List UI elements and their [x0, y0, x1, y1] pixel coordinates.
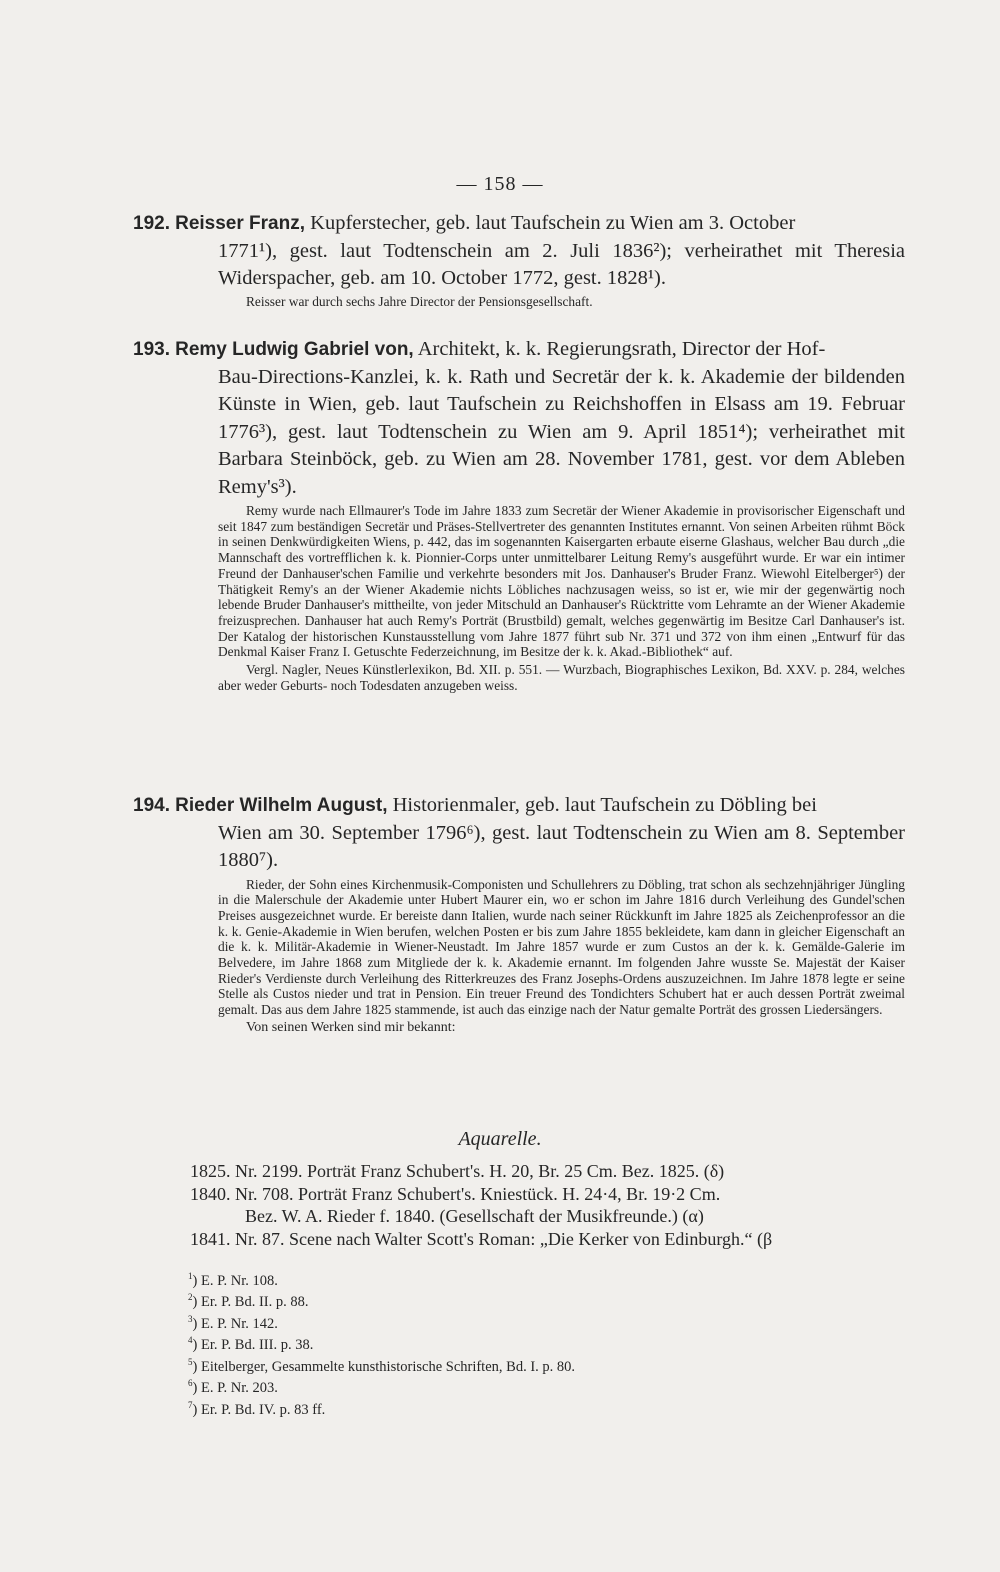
- entry-name: Rieder Wilhelm August,: [175, 795, 388, 816]
- footnote: $^2$) Er. P. Bd. II. p. 88.: [188, 1292, 309, 1311]
- entry-194: [133, 792, 905, 1036]
- entry-194-note: [133, 877, 905, 1036]
- aquarelle-row: 1841. Nr. 87. Scene nach Walter Scott's Roman: „Die Kerker von Edinburgh.“ (β: [190, 1228, 773, 1249]
- entry-number: 194.: [133, 795, 170, 816]
- entry-note-references: Vergl. Nagler, Neues Künstlerlexikon, Bd. XII. p. 551. — Wurzbach, Biographisches Lexikon, Bd. XXV. p. 284, welches aber weder Geburts- noch Todesdaten anzugeben weiss.: [218, 662, 905, 693]
- footnote-text: E. P. Nr. 142.: [200, 1315, 278, 1332]
- entry-note: Remy wurde nach Ellmaurer's Tode im Jahre 1833 zum Secretär der Wiener Akademie in provisorischer Eigenschaft und seit 1847 zum beständigen Secretär und Präses-Stellvertreter des genannten Institutes ernannt. Von seinen Arbeiten rühmt Böck in seinen Denkwürdigkeiten Wiens, p. 442, das im sogenannten Kaisergarten erbaute eiserne Glashaus, welcher Bau durch „die Mannschaft des vortrefflichen k. k. Pionnier-Corps unter unmittelbarer Leitung Remy's ausgeführt wurde. Er war ein intimer Freund der Danhauser'schen Familie und verkehrte besonders mit Jos. Danhauser's Bruder Franz. Wiewohl Eitelberger⁵) der Thätigkeit Remy's an der Wiener Akademie nichts Löbliches nachzusagen weiss, so ist er, wie mir der gegenwärtig noch lebende Bruder Danhauser's mittheilte, von jeder Mitschuld an Danhauser's Rücktritte vom Lehramte an der Wiener Akademie freizusprechen. Danhauser hat auch Remy's Porträt (Brustbild) gemalt, welches gegenwärtig im Besitze Carl Danhauser's ist. Der Katalog der historischen Kunstausstellung vom Jahre 1877 führt sub Nr. 371 und 372 von ihm einen „Entwurf für das Denkmal Kaiser Franz I. Getuschte Federzeichnung, im Besitze der k. k. Akad.-Bibliothek“ auf.: [218, 503, 905, 660]
- footnote-text: E. P. Nr. 108.: [200, 1272, 278, 1289]
- footnote-mark: 5: [188, 1356, 193, 1367]
- footnotes: [188, 1268, 788, 1418]
- entry-193-note: [133, 503, 905, 693]
- aquarelle-list: [190, 1160, 905, 1250]
- entry-text-first-line: Architekt, k. k. Regierungsrath, Director der Hof-: [413, 338, 826, 360]
- entry-text-body: Wien am 30. September 1796⁶), gest. laut Todtenschein zu Wien am 8. September 1880⁷).: [218, 821, 905, 871]
- aquarelle-row: 1840. Nr. 708. Porträt Franz Schubert's. Kniestück. H. 24·4, Br. 19·2 Cm.: [190, 1183, 721, 1204]
- footnote: $^3$) E. P. Nr. 142.: [188, 1313, 278, 1332]
- entry-number: 193.: [133, 339, 170, 360]
- entry-note: Reisser war durch sechs Jahre Director der Pensionsgesellschaft.: [246, 293, 593, 309]
- page-number: — 158 —: [456, 173, 544, 195]
- footnote-mark: 6: [188, 1378, 193, 1389]
- aquarelle-heading: Aquarelle.: [458, 1128, 542, 1150]
- footnote-mark: 1: [188, 1271, 193, 1281]
- entry-193: [133, 336, 905, 693]
- footnote: $^4$) Er. P. Bd. III. p. 38.: [188, 1335, 314, 1354]
- footnote-mark: 2: [188, 1292, 193, 1303]
- entry-text-body: Bau-Directions-Kanzlei, k. k. Rath und Secretär der k. k. Akademie der bildenden Künste in Wien, geb. laut Taufschein zu Reichshoffen in Elsass am 19. Februar 1776³), gest. laut Todtenschein zu Wien am 9. April 1851⁴); verheirathet mit Barbara Steinböck, geb. zu Wien am 28. November 1781, gest. vor dem Ableben Remy's³).: [218, 365, 905, 498]
- footnote-text: Er. P. Bd. III. p. 38.: [200, 1337, 314, 1354]
- entry-193-text: [133, 336, 905, 501]
- footnote: $^5$) Eitelberger, Gesammelte kunsthistorische Schriften, Bd. I. p. 80.: [188, 1356, 576, 1375]
- footnote-mark: 7: [188, 1399, 193, 1410]
- entry-192-text: [133, 210, 905, 293]
- footnote: $^1$) E. P. Nr. 108.: [188, 1271, 278, 1289]
- entry-192: [133, 210, 905, 309]
- entry-192-note: [133, 294, 905, 310]
- aquarelle-row-continuation: Bez. W. A. Rieder f. 1840. (Gesellschaft der Musikfreunde.) (α): [245, 1206, 704, 1226]
- footnote: $^6$) E. P. Nr. 203.: [188, 1378, 278, 1396]
- entry-number: 192.: [133, 213, 170, 234]
- entry-name: Remy Ludwig Gabriel von,: [175, 339, 414, 360]
- footnote: $^7$) Er. P. Bd. IV. p. 83 ff.: [188, 1399, 326, 1418]
- footnote-text: Er. P. Bd. II. p. 88.: [200, 1294, 309, 1311]
- entry-text-first-line: Kupferstecher, geb. laut Taufschein zu Wien am 3. October: [305, 212, 796, 234]
- entry-note: Rieder, der Sohn eines Kirchenmusik-Componisten und Schullehrers zu Döbling, trat schon als sechzehnjähriger Jüngling in die Malerschule der Akademie unter Hubert Maurer ein, wo er schon im Jahre 1816 durch Verleihung des Gundel'schen Preises ausgezeichnet wurde. Er bereiste dann Italien, wurde nach seiner Rückkunft im Jahre 1825 als Zeichenprofessor an die k. k. Genie-Akademie in Wien berufen, welchen Posten er bis zum Jahre 1855 bekleidete, kam dann in gleicher Eigenschaft an die k. k. Militär-Akademie in Wiener-Neustadt. Im Jahre 1857 wurde er zum Custos an der k. k. Gemälde-Galerie im Belvedere, im Jahre 1868 zum Mitgliede der k. k. Akademie ernannt. Im folgenden Jahre wusste Se. Majestät der Kaiser Rieder's Verdienste durch Verleihung des Ritterkreuzes des Franz Josephs-Ordens auszuzeichnen. Im Jahre 1878 legte er seine Stelle als Custos nieder und trat in Pension. Ein treuer Freund des Tondichters Schubert hat er auch dessen Porträt zweimal gemalt. Das aus dem Jahre 1825 stammende, ist auch das einzige nach der Natur gemalte Porträt des grossen Liedersängers.: [218, 876, 905, 1018]
- aquarelle-row: 1825. Nr. 2199. Porträt Franz Schubert's. H. 20, Br. 25 Cm. Bez. 1825. (δ): [190, 1161, 725, 1181]
- footnote-text: E. P. Nr. 203.: [200, 1379, 278, 1396]
- entry-name: Reisser Franz,: [175, 213, 306, 234]
- footnote-text: Er. P. Bd. IV. p. 83 ff.: [200, 1401, 326, 1418]
- entry-note-works-intro: Von seinen Werken sind mir bekannt:: [246, 1019, 456, 1035]
- entry-text-body: 1771¹), gest. laut Todtenschein am 2. Juli 1836²); verheirathet mit Theresia Widerspacher, geb. am 10. October 1772, gest. 1828¹).: [218, 239, 905, 289]
- entry-text-first-line: Historienmaler, geb. laut Taufschein zu Döbling bei: [387, 794, 817, 816]
- footnote-text: Eitelberger, Gesammelte kunsthistorische Schriften, Bd. I. p. 80.: [200, 1358, 576, 1375]
- footnote-mark: 4: [188, 1335, 193, 1346]
- entry-194-text: [133, 792, 905, 875]
- footnote-mark: 3: [188, 1313, 193, 1324]
